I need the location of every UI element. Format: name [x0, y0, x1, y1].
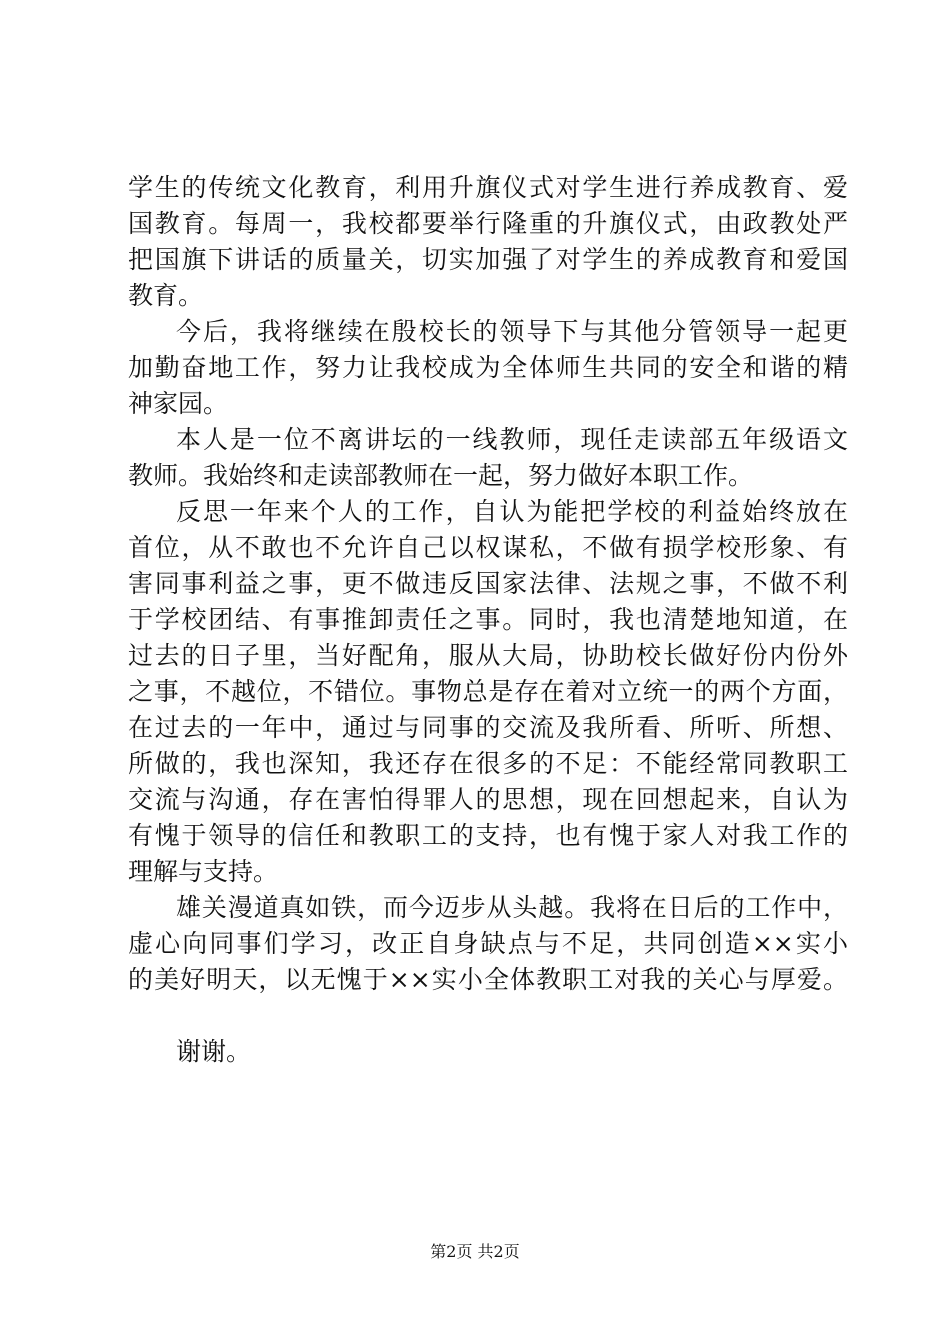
text-line: 神家园。	[128, 389, 229, 418]
text-line: 所做的，我也深知，我还存在很多的不足：不能经常同教职工	[128, 749, 848, 778]
text-line: 学生的传统文化教育，利用升旗仪式对学生进行养成教育、爱	[128, 173, 848, 202]
text-line: 的美好明天，以无愧于××实小全体教职工对我的关心与厚爱。	[128, 965, 848, 994]
text-line: 在过去的一年中，通过与同事的交流及我所看、所听、所想、	[128, 713, 848, 742]
text-line: 过去的日子里，当好配角，服从大局，协助校长做好份内份外	[128, 641, 848, 670]
text-line: 首位，从不敢也不允许自己以权谋私，不做有损学校形象、有	[128, 533, 848, 562]
text-line: 理解与支持。	[128, 857, 279, 886]
text-line: 有愧于领导的信任和教职工的支持，也有愧于家人对我工作的	[128, 821, 848, 850]
text-line: 之事，不越位，不错位。事物总是存在着对立统一的两个方面，	[128, 677, 848, 706]
text-line: 今后，我将继续在殷校长的领导下与其他分管领导一起更	[176, 317, 848, 346]
text-line: 教师。我始终和走读部教师在一起，努力做好本职工作。	[128, 461, 754, 490]
paragraph-gap	[128, 998, 848, 1034]
text-line: 国教育。每周一，我校都要举行隆重的升旗仪式，由政教处严	[128, 209, 848, 238]
text-line: 本人是一位不离讲坛的一线教师，现任走读部五年级语文	[176, 425, 848, 454]
text-line: 害同事利益之事，更不做违反国家法律、法规之事，不做不利	[128, 569, 848, 598]
page-footer: 第2页 共2页	[430, 1242, 520, 1261]
body-text	[128, 170, 848, 1070]
text-line: 交流与沟通，存在害怕得罪人的思想，现在回想起来，自认为	[128, 785, 848, 814]
text-line: 把国旗下讲话的质量关，切实加强了对学生的养成教育和爱国	[128, 245, 848, 274]
text-line: 于学校团结、有事推卸责任之事。同时，我也清楚地知道，在	[128, 605, 848, 634]
text-line: 教育。	[128, 281, 204, 310]
text-line: 加勤奋地工作，努力让我校成为全体师生共同的安全和谐的精	[128, 353, 848, 382]
text-line: 雄关漫道真如铁，而今迈步从头越。我将在日后的工作中，	[176, 893, 848, 922]
text-line: 虚心向同事们学习，改正自身缺点与不足，共同创造××实小	[128, 929, 848, 958]
text-line: 反思一年来个人的工作，自认为能把学校的利益始终放在	[176, 497, 848, 526]
closing-line: 谢谢。	[176, 1037, 252, 1066]
